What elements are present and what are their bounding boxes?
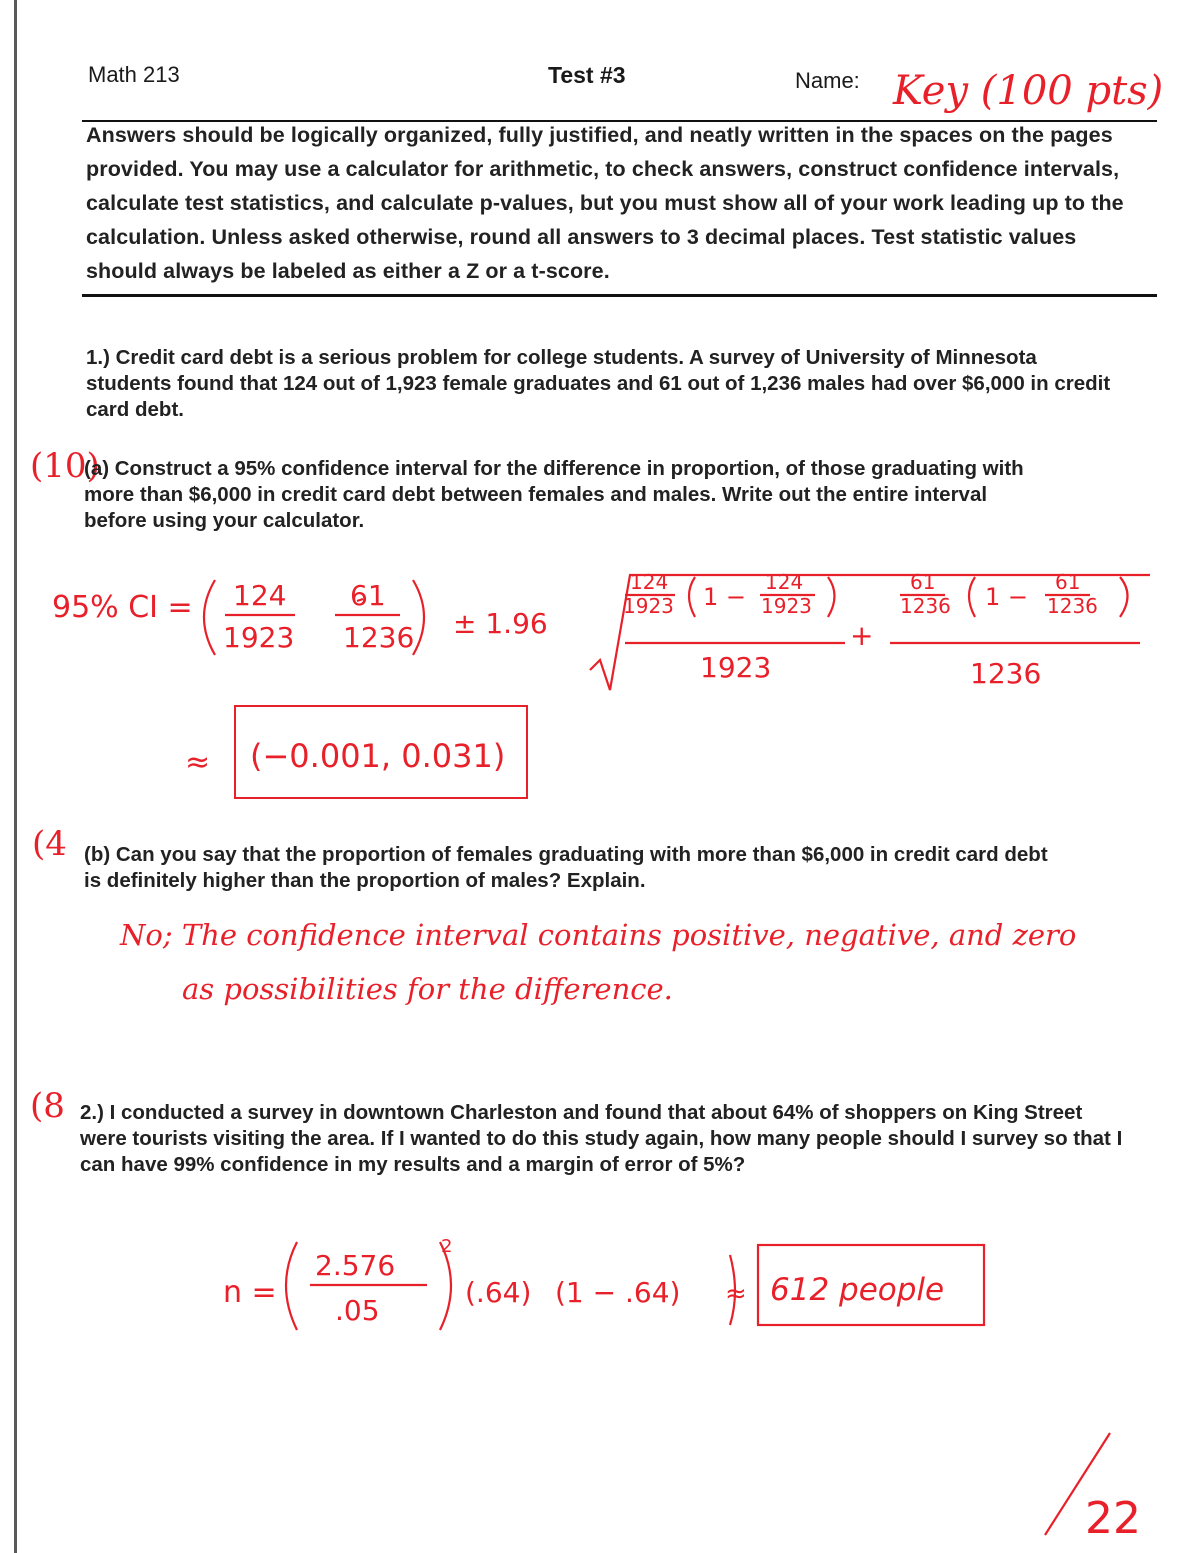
n1-den: 1923	[223, 621, 295, 654]
n-p: (.64)	[465, 1276, 532, 1309]
r1b-den: 1923	[761, 594, 812, 618]
r1-one-minus: 1 −	[703, 583, 747, 611]
instructions: Answers should be logically organized, fully justified, and neatly written in the spaces on the pages provided. You may use a calculator for arithmetic, to check answers, construct confidence intervals, calculate test statistics, and calculate p-values, but you must show all of your work leading up to the calculation. Unless asked otherwise, round all answers to 3 decimal places. Test statistic values should always be labeled as either a Z or a t-score.	[86, 123, 1124, 283]
r2-one-minus: 1 −	[985, 583, 1029, 611]
n2-num: 61	[350, 579, 386, 612]
n-answer: 612 people	[770, 1272, 945, 1308]
name-value: Key (100 pts)	[893, 68, 1164, 114]
r2-num: 61	[910, 570, 936, 594]
n-q: (1 − .64)	[555, 1276, 681, 1309]
pm-196: ± 1.96	[453, 607, 548, 640]
n-formula	[215, 1230, 1005, 1340]
q1-stem: 1.) Credit card debt is a serious problem for college students. A survey of University of Minnesota students found that 124 out of 1,923 female graduates and 61 out of 1,236 males had over $6,000 in credit card debt.	[86, 346, 1111, 421]
q1a-points: (10)	[30, 446, 100, 486]
ci-answer: (−0.001, 0.031)	[250, 737, 506, 775]
paren-close	[413, 580, 424, 655]
n-lhs: n =	[223, 1275, 277, 1310]
approx-2: ≈	[725, 1279, 747, 1309]
instructions-rule	[82, 294, 1157, 297]
test-label: Test #3	[548, 62, 626, 88]
n1-num: 124	[233, 579, 287, 612]
q2-points: (8	[30, 1086, 65, 1126]
n-z: 2.576	[315, 1249, 396, 1282]
n-paren-open	[286, 1242, 297, 1330]
approx-1: ≈	[185, 745, 211, 780]
q2-text: 2.) I conducted a survey in downtown Charleston and found that about 64% of shoppers on King Street were tourists visiting the area. If I wanted to do this study again, how many people should I survey so that I can have 99% confidence in my results and a margin of error of 5%?	[80, 1101, 1123, 1176]
score-value: 22	[1085, 1493, 1141, 1544]
q1b-answer-line2: as possibilities for the difference.	[182, 972, 673, 1006]
r1-num: 124	[630, 570, 669, 594]
score-mark	[1030, 1425, 1180, 1545]
paren-open	[204, 580, 215, 655]
scan-edge	[14, 0, 17, 1553]
r1-den: 1923	[623, 594, 674, 618]
r2-den: 1236	[900, 594, 951, 618]
q1b-points: (4	[32, 824, 67, 864]
plus-sign: +	[850, 619, 874, 652]
q1a-text: (a) Construct a 95% confidence interval for the difference in proportion, of those graduating with more than $6,000 in credit card debt between females and males. Write out the entire interval before using your calculator.	[84, 457, 1024, 532]
r2b-num: 61	[1055, 570, 1081, 594]
r2b-den: 1236	[1047, 594, 1098, 618]
ci-formula	[185, 565, 1165, 705]
q1b-text: (b) Can you say that the proportion of females graduating with more than $6,000 in credit card debt is definitely higher than the proportion of males? Explain.	[84, 843, 1048, 892]
name-label: Name:	[795, 68, 860, 93]
n-moe: .05	[335, 1294, 380, 1327]
n2-den: 1236	[343, 621, 415, 654]
big-den-2: 1236	[970, 657, 1042, 690]
ci-lhs: 95% CI =	[52, 590, 193, 625]
r1b-num: 124	[765, 570, 804, 594]
course-label: Math 213	[88, 62, 180, 87]
big-den-1: 1923	[700, 651, 772, 684]
n-exp: 2	[441, 1236, 453, 1257]
q1b-answer-line1: No; The confidence interval contains positive, negative, and zero	[120, 918, 1077, 952]
